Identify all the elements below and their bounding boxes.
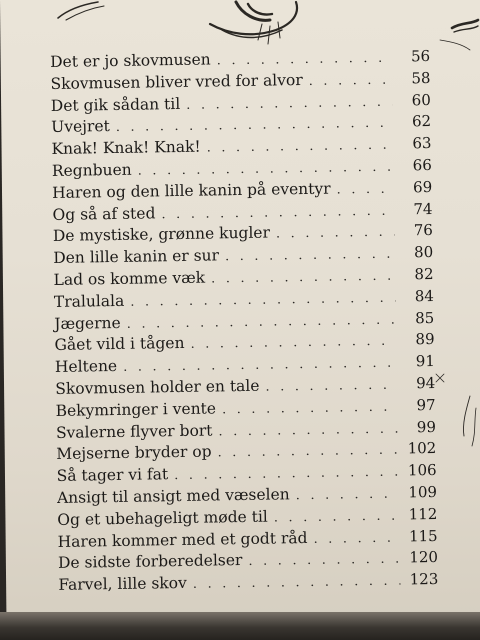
dot-leader xyxy=(313,527,399,550)
toc-entry-title: Gået vild i tågen xyxy=(54,334,185,355)
toc-entry-page: 120 xyxy=(409,548,439,567)
toc-entry-page: 80 xyxy=(413,243,434,262)
toc-entry-title: Ansigt til ansigt med væselen xyxy=(56,485,290,507)
toc-entry-page: 66 xyxy=(412,156,432,175)
dot-leader xyxy=(309,69,393,92)
dot-leader xyxy=(207,135,394,160)
toc-entry-page: 60 xyxy=(411,90,431,109)
table-of-contents xyxy=(50,46,439,597)
toc-entry-page: 82 xyxy=(414,264,434,284)
toc-entry-title: Haren og den lille kanin på eventyr xyxy=(52,179,331,202)
toc-entry-page: 89 xyxy=(415,330,435,349)
toc-entry-page: 58 xyxy=(411,68,431,88)
dot-leader xyxy=(218,418,398,443)
toc-entry-title: Og så af sted xyxy=(52,203,156,224)
toc-entry-title: Farvel, lille skov xyxy=(58,574,187,595)
toc-entry-title: De sidste forberedelser xyxy=(57,551,243,573)
toc-entry-title: Skovmusen bliver vred for alvor xyxy=(50,70,303,93)
dot-leader xyxy=(193,571,401,596)
dot-leader xyxy=(217,48,393,73)
toc-entry-page: 115 xyxy=(408,526,438,545)
toc-entry-page: 56 xyxy=(410,47,431,66)
toc-entry-page: 109 xyxy=(408,482,438,502)
toc-entry-title: Knak! Knak! Knak! xyxy=(51,137,201,159)
toc-entry-title: Bekymringer i vente xyxy=(55,399,217,420)
toc-entry-page: 84 xyxy=(414,286,435,306)
toc-entry-title: Det gik sådan til xyxy=(50,94,181,115)
toc-entry-page: 85 xyxy=(414,308,435,327)
dot-leader xyxy=(222,396,398,421)
dot-leader xyxy=(225,244,396,268)
toc-entry-title: Og et ubehageligt møde til xyxy=(57,507,268,529)
toc-entry-title: Mejserne bryder op xyxy=(56,442,212,464)
toc-entry-title: Tralulala xyxy=(53,291,125,311)
toc-entry-title: Jægerne xyxy=(54,313,121,333)
toc-entry-title: Haren kommer med et godt råd xyxy=(57,528,308,551)
toc-entry-title: Den lille kanin er sur xyxy=(53,246,220,268)
toc-entry-title: Det er jo skovmusen xyxy=(50,50,211,71)
toc-entry xyxy=(58,569,438,597)
toc-entry-title: Regnbuen xyxy=(51,160,132,180)
toc-entry-title: Skovmusen holder en tale xyxy=(55,376,260,398)
dot-leader xyxy=(211,266,396,291)
toc-entry-page: 102 xyxy=(407,439,437,458)
toc-entry-title: Svalerne flyver bort xyxy=(55,421,213,442)
dot-leader xyxy=(248,549,400,573)
toc-entry-title: Så tager vi fat xyxy=(56,465,169,486)
toc-entry-title: De mystiske, grønne kugler xyxy=(52,223,271,246)
dot-leader xyxy=(276,222,395,246)
toc-entry-page: 99 xyxy=(416,417,437,436)
toc-entry-page: 94 xyxy=(416,373,436,393)
toc-entry-page: 74 xyxy=(413,199,433,218)
toc-entry-page: 112 xyxy=(408,504,438,524)
toc-entry-title: Lad os komme væk xyxy=(53,268,206,289)
toc-entry-page: 63 xyxy=(412,134,432,153)
dot-leader xyxy=(274,505,400,529)
toc-entry-page: 69 xyxy=(412,177,433,197)
dot-leader xyxy=(336,178,394,201)
dot-leader xyxy=(265,375,397,399)
toc-entry-page: 97 xyxy=(416,395,436,415)
dot-leader xyxy=(296,484,400,507)
dot-leader xyxy=(217,440,398,465)
toc-entry-page: 106 xyxy=(407,461,437,480)
toc-entry-page: 91 xyxy=(415,352,436,371)
toc-entry-title: Heltene xyxy=(54,357,118,377)
toc-entry-page: 62 xyxy=(411,112,432,131)
toc-entry-title: Uvejret xyxy=(51,117,110,137)
toc-entry-page: 123 xyxy=(409,570,439,589)
page-bottom-edge xyxy=(0,612,480,640)
toc-entry-page: 76 xyxy=(413,221,433,240)
